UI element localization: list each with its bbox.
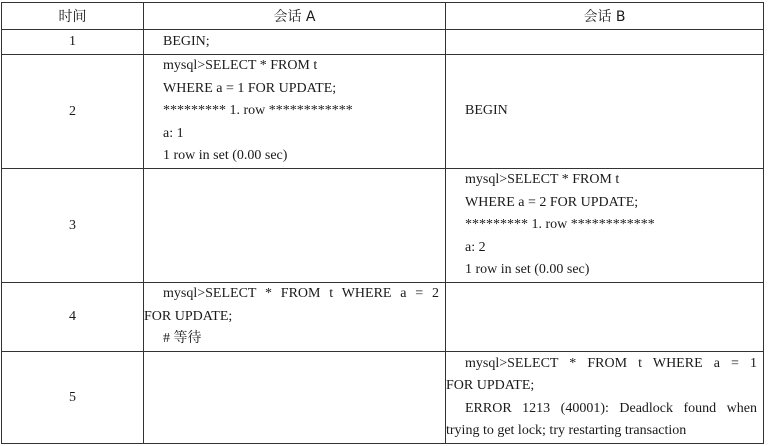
sql-line: ERROR 1213 (40001): Deadlock found when [465, 400, 757, 416]
session-b-cell [446, 169, 764, 283]
sql-line: mysql>SELECT * FROM t WHERE a = 2 [163, 286, 439, 302]
sql-line: BEGIN; [163, 33, 210, 49]
session-a-cell [144, 283, 446, 352]
session-b-cell [446, 283, 764, 352]
session-b-cell [446, 352, 764, 444]
sql-line: FOR UPDATE; [446, 378, 535, 393]
sql-line: trying to get lock; try restarting transaction [446, 423, 687, 438]
sql-line: # 等待 [163, 331, 202, 347]
table-row [2, 55, 764, 169]
time-cell: 1 [2, 30, 144, 55]
sql-line: ********* 1. row ************ [465, 217, 655, 233]
sql-line: a: 2 [465, 239, 486, 255]
sql-line: mysql>SELECT * FROM t WHERE a = 1 [465, 355, 757, 371]
time-cell: 2 [2, 55, 144, 169]
session-a-cell [144, 169, 446, 283]
table-row [2, 352, 764, 444]
table-row [2, 169, 764, 283]
header-session-a: 会话 A [144, 3, 446, 30]
session-b-cell [446, 30, 764, 55]
sql-line: BEGIN [465, 103, 508, 119]
sql-line: ********* 1. row ************ [163, 103, 353, 119]
sql-line: WHERE a = 1 FOR UPDATE; [163, 80, 337, 96]
header-row [2, 3, 764, 30]
session-a-cell [144, 55, 446, 169]
deadlock-table [1, 2, 764, 444]
table-row [2, 283, 764, 352]
sql-line: 1 row in set (0.00 sec) [465, 262, 590, 278]
time-cell: 4 [2, 283, 144, 352]
sql-line: WHERE a = 2 FOR UPDATE; [465, 194, 639, 210]
session-a-cell [144, 30, 446, 55]
time-cell: 5 [2, 352, 144, 444]
sql-line: 1 row in set (0.00 sec) [163, 148, 288, 164]
session-a-cell [144, 352, 446, 444]
time-cell: 3 [2, 169, 144, 283]
session-b-cell [446, 55, 764, 169]
sql-line: FOR UPDATE; [144, 308, 233, 324]
sql-line: a: 1 [163, 125, 184, 141]
header-session-b: 会话 B [446, 3, 764, 30]
sql-line: mysql>SELECT * FROM t [163, 58, 318, 74]
header-time: 时间 [2, 3, 144, 30]
sql-line: mysql>SELECT * FROM t [465, 172, 620, 188]
table-row [2, 30, 764, 55]
